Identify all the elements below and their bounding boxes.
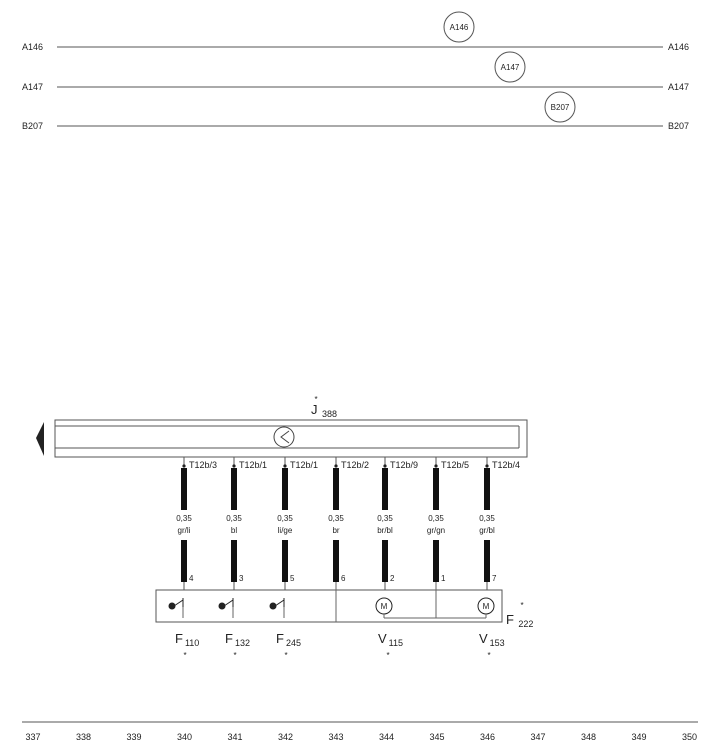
control-unit-label xyxy=(311,401,337,419)
connector-label: T12b/1 xyxy=(290,460,319,470)
scale-tick-label: 342 xyxy=(277,732,294,742)
wire-size-label: 0,35 xyxy=(377,514,393,523)
motor-label: M xyxy=(380,602,388,611)
pin-dot xyxy=(434,464,437,467)
bus-node-label-b207: B207 xyxy=(550,103,570,112)
wire-pin[interactable] xyxy=(176,457,217,590)
component-label xyxy=(175,631,199,660)
component-labels xyxy=(175,631,505,660)
bus-node-b207[interactable] xyxy=(545,92,575,122)
component-name-letter: F xyxy=(276,631,284,646)
scale-tick-label: 343 xyxy=(328,732,344,742)
scale-tick-label: 345 xyxy=(429,732,445,742)
component-label xyxy=(225,631,250,660)
component-marker: * xyxy=(386,651,390,660)
wire-segment-lower xyxy=(282,540,288,582)
component-name xyxy=(479,631,505,648)
scale-tick-label: 341 xyxy=(227,732,243,742)
bus-node-label-a147: A147 xyxy=(500,63,520,72)
wire-color-label: br/bl xyxy=(377,526,393,535)
control-unit-marker: * xyxy=(314,395,318,404)
motor-icon xyxy=(376,598,392,614)
connector-label: T12b/2 xyxy=(341,460,370,470)
wire-pin[interactable] xyxy=(427,457,469,590)
module-label xyxy=(506,611,533,629)
wire-color-label: li/ge xyxy=(277,526,293,535)
connector-label: T12b/4 xyxy=(492,460,521,470)
scale-tick-label: 340 xyxy=(176,732,193,742)
motor-icon xyxy=(478,598,494,614)
component-name-letter: F xyxy=(175,631,183,646)
component-marker: * xyxy=(183,651,187,660)
wire-segment-upper xyxy=(484,468,490,510)
terminal-label: 4 xyxy=(189,574,194,583)
scale-tick-label: 338 xyxy=(75,732,92,742)
component-subscript: 245 xyxy=(285,638,301,648)
component-subscript: 115 xyxy=(388,638,404,648)
bus-node-a146[interactable] xyxy=(444,12,474,42)
wire-segment-upper xyxy=(231,468,237,510)
connector-label: T12b/3 xyxy=(189,460,218,470)
control-unit-name: J xyxy=(311,402,318,417)
wire-pin[interactable] xyxy=(479,457,520,590)
component-subscript: 110 xyxy=(184,638,200,648)
connector-label: T12b/5 xyxy=(441,460,470,470)
pin-group xyxy=(176,457,520,590)
component-name xyxy=(175,631,199,648)
terminal-label: 7 xyxy=(492,574,497,583)
component-subscript: 132 xyxy=(234,638,250,648)
pin-dot xyxy=(283,464,286,467)
wire-segment-upper xyxy=(282,468,288,510)
wire-color-label: br xyxy=(332,526,340,535)
scale-ruler xyxy=(25,732,697,742)
control-unit-subscript: 388 xyxy=(321,409,337,419)
bus-node-label-a146: A146 xyxy=(449,23,469,32)
module-subscript: 222 xyxy=(518,619,534,629)
clock-icon xyxy=(274,427,294,447)
wire-color-label: gr/gn xyxy=(426,526,446,535)
wire-color-label: gr/bl xyxy=(479,526,495,535)
module-name: F xyxy=(506,612,514,627)
component-name-letter: F xyxy=(225,631,233,646)
wire-pin[interactable] xyxy=(277,457,318,590)
scale-tick-label: 337 xyxy=(25,732,41,742)
wire-size-label: 0,35 xyxy=(277,514,293,523)
bus-label-right-a146: A146 xyxy=(668,42,690,52)
terminal-label: 6 xyxy=(341,574,346,583)
wire-segment-upper xyxy=(333,468,339,510)
bus-node-a147[interactable] xyxy=(495,52,525,82)
wire-size-label: 0,35 xyxy=(176,514,192,523)
component-label xyxy=(276,631,301,660)
scale-tick-label: 346 xyxy=(479,732,496,742)
wire-segment-lower xyxy=(333,540,339,582)
terminal-label: 3 xyxy=(239,574,244,583)
wire-segment-lower xyxy=(181,540,187,582)
component-name xyxy=(276,631,301,648)
wire-pin[interactable] xyxy=(328,457,369,590)
wire-segment-upper xyxy=(433,468,439,510)
component-name xyxy=(225,631,250,648)
pin-dot xyxy=(485,464,488,467)
scale-tick-label: 347 xyxy=(530,732,546,742)
wire-size-label: 0,35 xyxy=(428,514,444,523)
wire-segment-lower xyxy=(382,540,388,582)
bus-label-left-a147: A147 xyxy=(22,82,44,92)
connector-label: T12b/9 xyxy=(390,460,419,470)
scale-tick-label: 344 xyxy=(378,732,395,742)
component-label xyxy=(479,631,505,660)
wire-pin[interactable] xyxy=(377,457,418,590)
wire-segment-lower xyxy=(433,540,439,582)
motor-label: M xyxy=(482,602,490,611)
terminal-label: 5 xyxy=(290,574,295,583)
wire-size-label: 0,35 xyxy=(328,514,344,523)
component-marker: * xyxy=(233,651,237,660)
pin-dot xyxy=(334,464,337,467)
component-name-letter: V xyxy=(378,631,387,646)
wire-segment-lower xyxy=(484,540,490,582)
component-marker: * xyxy=(487,651,491,660)
scale-tick-label: 350 xyxy=(681,732,698,742)
scale-tick-label: 339 xyxy=(126,732,142,742)
wire-pin[interactable] xyxy=(226,457,267,590)
connector-label: T12b/1 xyxy=(239,460,268,470)
wire-segment-upper xyxy=(181,468,187,510)
bus-label-right-a147: A147 xyxy=(668,82,690,92)
pin-dot xyxy=(383,464,386,467)
arrow-left-icon xyxy=(36,422,44,456)
wire-segment-lower xyxy=(231,540,237,582)
pin-dot xyxy=(182,464,185,467)
terminal-label: 2 xyxy=(390,574,395,583)
bus-label-left-a146: A146 xyxy=(22,42,44,52)
wire-color-label: gr/li xyxy=(177,526,191,535)
scale-tick-label: 348 xyxy=(580,732,597,742)
terminal-label: 1 xyxy=(441,574,446,583)
wire-segment-upper xyxy=(382,468,388,510)
component-name-letter: V xyxy=(479,631,488,646)
component-name xyxy=(378,631,403,648)
component-label xyxy=(378,631,403,660)
bus-label-right-b207: B207 xyxy=(668,121,690,131)
component-subscript: 153 xyxy=(489,638,505,648)
scale-tick-label: 349 xyxy=(631,732,647,742)
component-marker: * xyxy=(284,651,288,660)
pin-dot xyxy=(232,464,235,467)
module-marker: * xyxy=(520,601,524,610)
module-f222[interactable] xyxy=(156,590,502,622)
bus-label-left-b207: B207 xyxy=(22,121,44,131)
wire-size-label: 0,35 xyxy=(479,514,495,523)
wire-size-label: 0,35 xyxy=(226,514,242,523)
wire-color-label: bl xyxy=(230,526,238,535)
